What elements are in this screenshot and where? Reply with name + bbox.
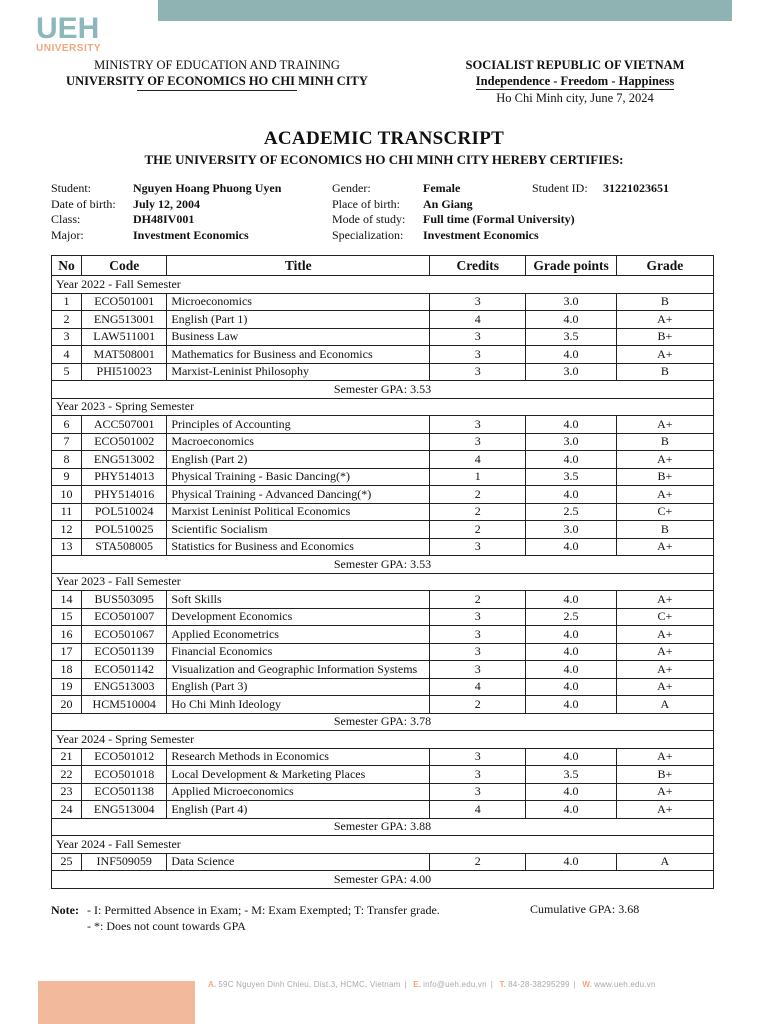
- semester-header-row: [52, 276, 714, 294]
- course-code: ECO501139: [82, 643, 167, 661]
- header-left: [52, 57, 382, 91]
- course-title: Local Development & Marketing Places: [167, 766, 430, 784]
- cumulative-gpa: Cumulative GPA: 3.68: [530, 902, 640, 916]
- course-credits: 3: [430, 783, 526, 801]
- info-values-left: [133, 181, 328, 243]
- course-title: Soft Skills: [167, 591, 430, 609]
- course-grade-points: 3.0: [526, 433, 616, 451]
- semester-header-row: [52, 836, 714, 854]
- course-code: POL510024: [82, 503, 167, 521]
- course-title: Marxist-Leninist Philosophy: [167, 363, 430, 381]
- label-student-id: Student ID:: [532, 181, 588, 195]
- footer-tel-key: T.: [499, 980, 507, 989]
- header-code: Code: [82, 256, 167, 276]
- course-no: 10: [52, 486, 82, 504]
- course-grade: A+: [616, 416, 713, 434]
- header-title: Title: [167, 256, 430, 276]
- course-title: Statistics for Business and Economics: [167, 538, 430, 556]
- course-code: ECO501067: [82, 626, 167, 644]
- course-no: 23: [52, 783, 82, 801]
- course-title: English (Part 1): [167, 311, 430, 329]
- footer-address-key: A.: [208, 980, 217, 989]
- course-credits: 4: [430, 311, 526, 329]
- course-grade: A+: [616, 783, 713, 801]
- header-left-rule: [137, 90, 297, 91]
- course-grade: A+: [616, 643, 713, 661]
- table-row: [52, 416, 714, 434]
- course-title: Marxist Leninist Political Economics: [167, 503, 430, 521]
- semester-gpa-row: [52, 818, 714, 836]
- course-grade-points: 4.0: [526, 853, 616, 871]
- course-grade: A+: [616, 346, 713, 364]
- student-dob: July 12, 2004: [133, 196, 201, 211]
- footer-email-key: E.: [413, 980, 422, 989]
- footer-address: 59C Nguyen Dinh Chieu, Dist.3, HCMC, Vietnam: [218, 980, 401, 989]
- course-grade: B+: [616, 328, 713, 346]
- course-grade: A+: [616, 626, 713, 644]
- course-title: Ho Chi Minh Ideology: [167, 696, 430, 714]
- course-no: 8: [52, 451, 82, 469]
- course-no: 15: [52, 608, 82, 626]
- course-grade-points: 2.5: [526, 608, 616, 626]
- course-no: 16: [52, 626, 82, 644]
- info-value-id: [603, 181, 703, 197]
- course-credits: 3: [430, 346, 526, 364]
- student-class: DH48IV001: [133, 212, 195, 226]
- course-grade: B: [616, 363, 713, 381]
- course-code: ECO501018: [82, 766, 167, 784]
- course-code: ENG513004: [82, 801, 167, 819]
- semester-name: Year 2022 - Fall Semester: [52, 276, 714, 294]
- footer-email: info@ueh.edu.vn: [423, 980, 487, 989]
- course-credits: 2: [430, 503, 526, 521]
- course-credits: 2: [430, 853, 526, 871]
- student-pob: An Giang: [423, 196, 473, 211]
- header-right: [440, 57, 710, 106]
- course-grade-points: 3.0: [526, 521, 616, 539]
- table-row: [52, 503, 714, 521]
- course-credits: 3: [430, 328, 526, 346]
- table-row: [52, 311, 714, 329]
- course-grade: C+: [616, 503, 713, 521]
- motto: Independence - Freedom - Happiness: [475, 74, 675, 88]
- label-student: Student:: [51, 181, 92, 195]
- course-grade-points: 3.5: [526, 328, 616, 346]
- course-title: Applied Microeconomics: [167, 783, 430, 801]
- course-grade-points: 4.0: [526, 591, 616, 609]
- course-code: ECO501012: [82, 748, 167, 766]
- course-title: Research Methods in Economics: [167, 748, 430, 766]
- course-credits: 2: [430, 486, 526, 504]
- info-labels-mid: [332, 181, 424, 243]
- table-row: [52, 521, 714, 539]
- semester-header-row: [52, 398, 714, 416]
- course-grade-points: 4.0: [526, 538, 616, 556]
- label-mode: Mode of study:: [332, 212, 406, 226]
- table-row: [52, 363, 714, 381]
- footer-web-key: W.: [582, 980, 593, 989]
- course-grade-points: 4.0: [526, 626, 616, 644]
- course-no: 5: [52, 363, 82, 381]
- course-title: Financial Economics: [167, 643, 430, 661]
- course-code: ENG513002: [82, 451, 167, 469]
- course-title: Business Law: [167, 328, 430, 346]
- student-id: 31221023651: [603, 181, 669, 195]
- table-row: [52, 678, 714, 696]
- table-row: [52, 801, 714, 819]
- semester-gpa: Semester GPA: 3.88: [52, 818, 714, 836]
- footer-tel: 84-28-38295299: [508, 980, 570, 989]
- logo-main-text: UEH: [36, 12, 100, 45]
- semester-gpa: Semester GPA: 3.78: [52, 713, 714, 731]
- course-title: Macroeconomics: [167, 433, 430, 451]
- ministry-name: MINISTRY OF EDUCATION AND TRAINING: [94, 58, 340, 72]
- course-no: 18: [52, 661, 82, 679]
- course-grade-points: 4.0: [526, 696, 616, 714]
- course-title: Principles of Accounting: [167, 416, 430, 434]
- semester-gpa-row: [52, 713, 714, 731]
- course-credits: 3: [430, 643, 526, 661]
- course-grade-points: 3.0: [526, 363, 616, 381]
- student-name: Nguyen Hoang Phuong Uyen: [133, 181, 282, 195]
- course-title: English (Part 2): [167, 451, 430, 469]
- table-row: [52, 626, 714, 644]
- course-no: 17: [52, 643, 82, 661]
- semester-name: Year 2023 - Spring Semester: [52, 398, 714, 416]
- course-grade: B: [616, 293, 713, 311]
- course-grade: B+: [616, 766, 713, 784]
- label-gender: Gender:: [332, 181, 371, 195]
- course-title: Data Science: [167, 853, 430, 871]
- course-credits: 3: [430, 363, 526, 381]
- course-code: BUS503095: [82, 591, 167, 609]
- semester-gpa: Semester GPA: 4.00: [52, 871, 714, 889]
- course-code: ECO501001: [82, 293, 167, 311]
- grades-table: [51, 255, 714, 889]
- course-title: English (Part 3): [167, 678, 430, 696]
- course-title: Physical Training - Advanced Dancing(*): [167, 486, 430, 504]
- table-row: [52, 538, 714, 556]
- course-credits: 3: [430, 626, 526, 644]
- label-spec: Specialization:: [332, 227, 404, 242]
- table-row: [52, 608, 714, 626]
- course-grade-points: 4.0: [526, 801, 616, 819]
- course-credits: 3: [430, 538, 526, 556]
- top-decor-band: [158, 0, 732, 21]
- course-credits: 3: [430, 416, 526, 434]
- student-mode: Full time (Formal University): [423, 212, 575, 226]
- table-row: [52, 451, 714, 469]
- course-code: INF509059: [82, 853, 167, 871]
- course-grade: A+: [616, 538, 713, 556]
- course-grade-points: 4.0: [526, 661, 616, 679]
- table-row: [52, 696, 714, 714]
- course-grade: A+: [616, 451, 713, 469]
- course-grade: A+: [616, 311, 713, 329]
- course-grade: A: [616, 853, 713, 871]
- course-no: 24: [52, 801, 82, 819]
- footer-web: www.ueh.edu.vn: [594, 980, 656, 989]
- course-grade-points: 4.0: [526, 451, 616, 469]
- course-grade-points: 4.0: [526, 311, 616, 329]
- course-no: 25: [52, 853, 82, 871]
- course-grade-points: 4.0: [526, 486, 616, 504]
- course-grade: B+: [616, 468, 713, 486]
- course-credits: 4: [430, 451, 526, 469]
- course-code: LAW511001: [82, 328, 167, 346]
- semester-gpa-row: [52, 381, 714, 399]
- course-credits: 4: [430, 678, 526, 696]
- course-no: 14: [52, 591, 82, 609]
- course-code: ECO501138: [82, 783, 167, 801]
- semester-header-row: [52, 573, 714, 591]
- note-line-2: - *: Does not count towards GPA: [87, 919, 246, 933]
- course-credits: 3: [430, 433, 526, 451]
- semester-gpa-row: [52, 556, 714, 574]
- course-no: 11: [52, 503, 82, 521]
- student-major: Investment Economics: [133, 227, 249, 242]
- course-no: 13: [52, 538, 82, 556]
- table-row: [52, 328, 714, 346]
- course-grade: B: [616, 521, 713, 539]
- semester-gpa: Semester GPA: 3.53: [52, 381, 714, 399]
- student-gender: Female: [423, 181, 461, 195]
- course-no: 19: [52, 678, 82, 696]
- course-code: HCM510004: [82, 696, 167, 714]
- footer-contact: A. 59C Nguyen Dinh Chieu, Dist.3, HCMC, Vietnam | E. info@ueh.edu.vn | T. 84-28-38295299 | W. www.ueh.edu.vn: [208, 980, 656, 989]
- course-code: ENG513003: [82, 678, 167, 696]
- header-grade-points: Grade points: [526, 256, 616, 276]
- course-grade: A+: [616, 486, 713, 504]
- course-title: English (Part 4): [167, 801, 430, 819]
- header-no: No: [52, 256, 82, 276]
- table-row: [52, 591, 714, 609]
- course-credits: 2: [430, 696, 526, 714]
- course-code: STA508005: [82, 538, 167, 556]
- course-no: 2: [52, 311, 82, 329]
- semester-gpa-row: [52, 871, 714, 889]
- course-grade-points: 4.0: [526, 678, 616, 696]
- course-no: 1: [52, 293, 82, 311]
- course-no: 9: [52, 468, 82, 486]
- course-title: Scientific Socialism: [167, 521, 430, 539]
- course-code: PHI510023: [82, 363, 167, 381]
- header-credits: Credits: [430, 256, 526, 276]
- note-label: Note:: [51, 903, 79, 917]
- issue-date: Ho Chi Minh city, June 7, 2024: [496, 91, 654, 105]
- table-row: [52, 486, 714, 504]
- course-credits: 3: [430, 766, 526, 784]
- course-code: ECO501002: [82, 433, 167, 451]
- course-grade: A+: [616, 678, 713, 696]
- course-title: Visualization and Geographic Information Systems: [167, 661, 430, 679]
- course-title: Physical Training - Basic Dancing(*): [167, 468, 430, 486]
- semester-name: Year 2023 - Fall Semester: [52, 573, 714, 591]
- course-credits: 3: [430, 293, 526, 311]
- label-class: Class:: [51, 212, 81, 226]
- note-line-1: - I: Permitted Absence in Exam; - M: Exam Exempted; T: Transfer grade.: [87, 903, 440, 917]
- course-no: 12: [52, 521, 82, 539]
- label-major: Major:: [51, 227, 84, 242]
- table-row: [52, 661, 714, 679]
- course-no: 21: [52, 748, 82, 766]
- course-no: 20: [52, 696, 82, 714]
- course-no: 4: [52, 346, 82, 364]
- university-name: UNIVERSITY OF ECONOMICS HO CHI MINH CITY: [66, 74, 368, 88]
- table-row: [52, 748, 714, 766]
- course-grade: A+: [616, 661, 713, 679]
- course-grade-points: 3.5: [526, 766, 616, 784]
- table-row: [52, 766, 714, 784]
- document-subtitle: THE UNIVERSITY OF ECONOMICS HO CHI MINH CITY HEREBY CERTIFIES:: [144, 152, 624, 167]
- student-spec: Investment Economics: [423, 227, 539, 242]
- table-row: [52, 853, 714, 871]
- course-no: 7: [52, 433, 82, 451]
- header-grade: Grade: [616, 256, 713, 276]
- semester-name: Year 2024 - Fall Semester: [52, 836, 714, 854]
- course-grade-points: 4.0: [526, 783, 616, 801]
- course-code: ENG513001: [82, 311, 167, 329]
- course-credits: 2: [430, 591, 526, 609]
- course-grade: A+: [616, 748, 713, 766]
- label-dob: Date of birth:: [51, 196, 116, 211]
- info-labels-left: [51, 181, 133, 243]
- course-credits: 3: [430, 608, 526, 626]
- table-row: [52, 346, 714, 364]
- course-code: PHY514013: [82, 468, 167, 486]
- course-credits: 3: [430, 748, 526, 766]
- course-grade: A: [616, 696, 713, 714]
- course-no: 3: [52, 328, 82, 346]
- course-credits: 2: [430, 521, 526, 539]
- course-grade: A+: [616, 591, 713, 609]
- course-credits: 1: [430, 468, 526, 486]
- course-credits: 4: [430, 801, 526, 819]
- course-title: Mathematics for Business and Economics: [167, 346, 430, 364]
- course-grade: A+: [616, 801, 713, 819]
- course-grade-points: 4.0: [526, 748, 616, 766]
- course-grade: C+: [616, 608, 713, 626]
- table-row: [52, 468, 714, 486]
- course-title: Applied Econometrics: [167, 626, 430, 644]
- semester-gpa: Semester GPA: 3.53: [52, 556, 714, 574]
- logo-sub-text: UNIVERSITY: [36, 43, 102, 54]
- ueh-logo: [36, 14, 116, 54]
- document-title: ACADEMIC TRANSCRIPT: [263, 128, 505, 149]
- course-grade: B: [616, 433, 713, 451]
- semester-name: Year 2024 - Spring Semester: [52, 731, 714, 749]
- course-code: ECO501007: [82, 608, 167, 626]
- course-credits: 3: [430, 661, 526, 679]
- semester-header-row: [52, 731, 714, 749]
- table-row: [52, 643, 714, 661]
- info-label-id: [532, 181, 602, 197]
- course-code: ECO501142: [82, 661, 167, 679]
- course-grade-points: 4.0: [526, 643, 616, 661]
- course-grade-points: 4.0: [526, 346, 616, 364]
- notes: [51, 902, 440, 934]
- bottom-decor-band: [38, 981, 195, 1024]
- course-grade-points: 3.5: [526, 468, 616, 486]
- table-row: [52, 433, 714, 451]
- course-title: Microeconomics: [167, 293, 430, 311]
- course-grade-points: 2.5: [526, 503, 616, 521]
- course-title: Development Economics: [167, 608, 430, 626]
- course-grade-points: 3.0: [526, 293, 616, 311]
- course-no: 6: [52, 416, 82, 434]
- table-row: [52, 783, 714, 801]
- course-no: 22: [52, 766, 82, 784]
- table-row: [52, 293, 714, 311]
- label-pob: Place of birth:: [332, 196, 400, 211]
- course-code: MAT508001: [82, 346, 167, 364]
- table-header-row: [52, 256, 714, 276]
- course-grade-points: 4.0: [526, 416, 616, 434]
- grades-body: [52, 276, 714, 889]
- course-code: PHY514016: [82, 486, 167, 504]
- course-code: POL510025: [82, 521, 167, 539]
- country-name: SOCIALIST REPUBLIC OF VIETNAM: [465, 58, 685, 72]
- course-code: ACC507001: [82, 416, 167, 434]
